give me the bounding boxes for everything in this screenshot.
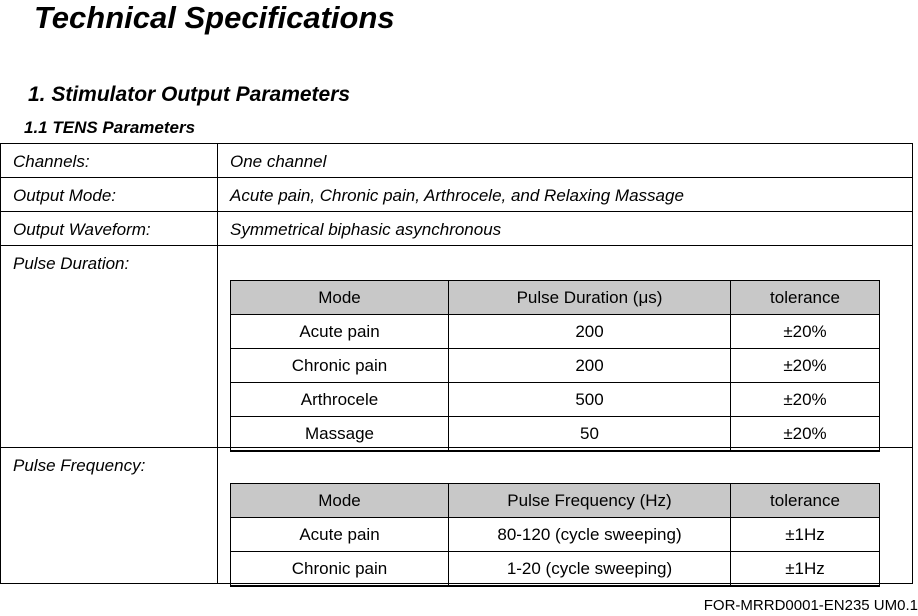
- table-row: [231, 383, 880, 417]
- table-cell: Chronic pain: [231, 349, 449, 383]
- column-header: Mode: [231, 484, 449, 518]
- table-cell: Arthrocele: [231, 383, 449, 417]
- spec-value: [218, 246, 913, 448]
- spec-label: Pulse Duration:: [1, 246, 218, 448]
- spec-label: Output Mode:: [1, 178, 218, 212]
- spec-row-channels: [1, 144, 913, 178]
- spec-value: Acute pain, Chronic pain, Arthrocele, and Relaxing Massage: [218, 178, 913, 212]
- spec-value: One channel: [218, 144, 913, 178]
- table-cell: 80-120 (cycle sweeping): [449, 518, 731, 552]
- table-cell: ±20%: [731, 417, 880, 452]
- table-cell: ±1Hz: [731, 552, 880, 587]
- table-cell: ±1Hz: [731, 518, 880, 552]
- table-cell: 200: [449, 315, 731, 349]
- table-cell: 1-20 (cycle sweeping): [449, 552, 731, 587]
- spec-label: Channels:: [1, 144, 218, 178]
- spec-value: Symmetrical biphasic asynchronous: [218, 212, 913, 246]
- column-header: tolerance: [731, 484, 880, 518]
- table-cell: Chronic pain: [231, 552, 449, 587]
- footer-document-code: FOR-MRRD0001-EN235 UM0.1: [703, 597, 918, 614]
- table-cell: 500: [449, 383, 731, 417]
- table-row: [231, 349, 880, 383]
- pulse-duration-table: [230, 280, 880, 452]
- document-title: Technical Specifications: [34, 0, 395, 35]
- spec-row-output-waveform: [1, 212, 913, 246]
- column-header: Pulse Frequency (Hz): [449, 484, 731, 518]
- table-header-row: [231, 281, 880, 315]
- table-row: [231, 552, 880, 587]
- spec-value: [218, 448, 913, 584]
- table-row: [231, 315, 880, 349]
- table-cell: 50: [449, 417, 731, 452]
- pulse-frequency-table: [230, 483, 880, 587]
- table-cell: Acute pain: [231, 518, 449, 552]
- spec-label: Pulse Frequency:: [1, 448, 218, 584]
- section-heading: 1. Stimulator Output Parameters: [28, 83, 351, 106]
- table-cell: Massage: [231, 417, 449, 452]
- table-row: [231, 417, 880, 452]
- column-header: tolerance: [731, 281, 880, 315]
- subsection-heading: 1.1 TENS Parameters: [24, 118, 196, 137]
- table-cell: ±20%: [731, 349, 880, 383]
- column-header: Pulse Duration (μs): [449, 281, 731, 315]
- column-header: Mode: [231, 281, 449, 315]
- spec-label: Output Waveform:: [1, 212, 218, 246]
- spec-row-pulse-frequency: [1, 448, 913, 584]
- table-cell: ±20%: [731, 315, 880, 349]
- table-row: [231, 518, 880, 552]
- spec-row-output-mode: [1, 178, 913, 212]
- tens-parameters-table: [0, 143, 913, 584]
- table-header-row: [231, 484, 880, 518]
- table-cell: ±20%: [731, 383, 880, 417]
- table-cell: Acute pain: [231, 315, 449, 349]
- spec-row-pulse-duration: [1, 246, 913, 448]
- table-cell: 200: [449, 349, 731, 383]
